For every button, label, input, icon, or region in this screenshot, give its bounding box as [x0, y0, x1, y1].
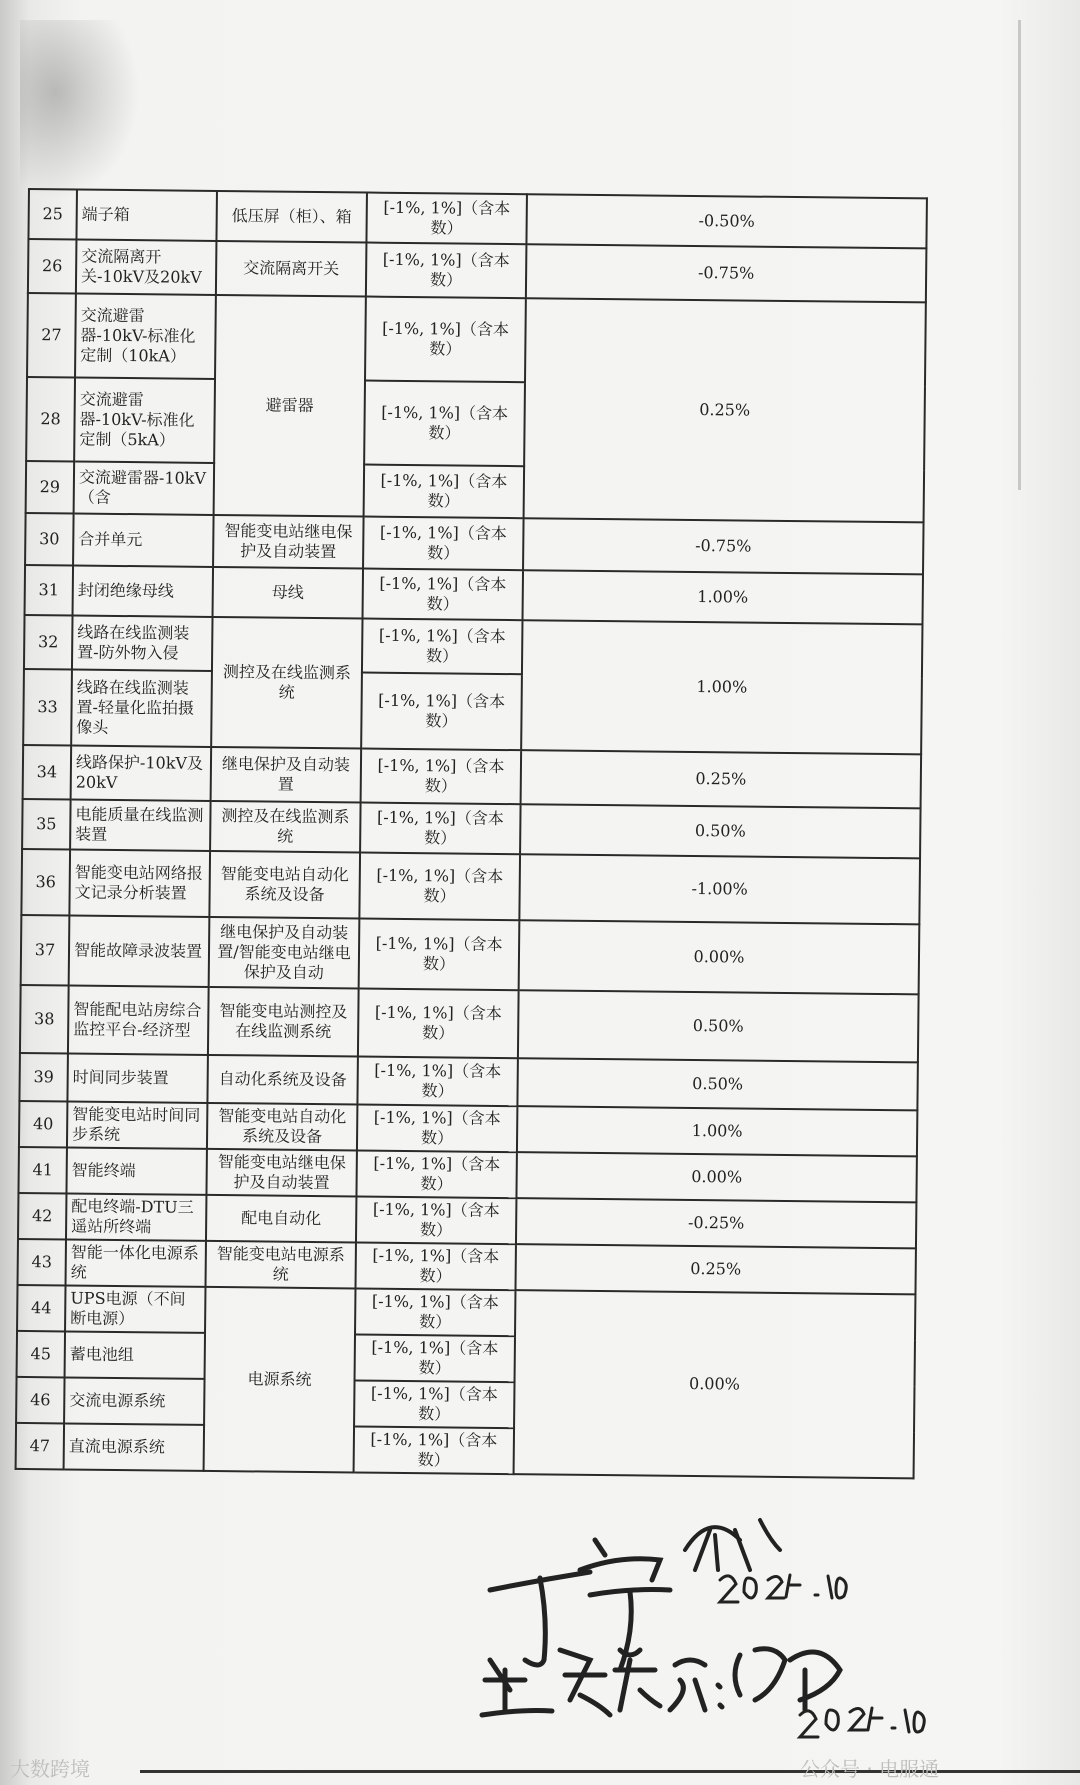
adjust-range: [-1%, 1%]（含本数）	[364, 381, 525, 467]
row-number: 47	[16, 1423, 64, 1470]
item-name: 封闭绝缘母线	[73, 565, 214, 616]
adjust-rate: 0.50%	[517, 1058, 917, 1110]
item-name: 智能终端	[66, 1147, 206, 1194]
item-name: 智能变电站时间同步系统	[67, 1101, 207, 1148]
adjust-range: [-1%, 1%]（含本数）	[361, 749, 522, 805]
item-name: 合并单元	[73, 513, 214, 566]
adjust-rate: 0.00%	[514, 1290, 916, 1478]
item-name: 时间同步装置	[67, 1053, 207, 1102]
adjust-rate: 0.25%	[524, 298, 926, 522]
item-category: 智能变电站继电保护及自动装置	[206, 1149, 356, 1197]
adjust-range: [-1%, 1%]（含本数）	[364, 465, 525, 519]
adjust-rate: 0.50%	[518, 990, 919, 1062]
adjust-range: [-1%, 1%]（含本数）	[355, 1242, 515, 1290]
item-category: 智能变电站测控及在线监测系统	[208, 987, 359, 1057]
price-adjustment-table-wrapper	[15, 188, 958, 1480]
row-number: 34	[23, 745, 72, 799]
adjust-range: [-1%, 1%]（含本数）	[365, 297, 526, 383]
item-category: 避雷器	[214, 295, 366, 517]
adjust-range: [-1%, 1%]（含本数）	[359, 853, 520, 921]
adjust-range: [-1%, 1%]（含本数）	[354, 1380, 514, 1428]
adjust-range: [-1%, 1%]（含本数）	[366, 243, 527, 299]
row-number: 35	[22, 799, 71, 849]
adjust-range: [-1%, 1%]（含本数）	[359, 919, 520, 991]
adjust-rate: -1.00%	[519, 854, 920, 924]
watermark-left: 大数跨境	[10, 1757, 90, 1781]
item-category: 低压屏（柜）、箱	[216, 191, 367, 243]
row-number: 33	[23, 669, 72, 745]
item-category: 智能变电站自动化系统及设备	[207, 1103, 357, 1151]
adjust-rate: -0.25%	[516, 1198, 916, 1248]
adjust-range: [-1%, 1%]（含本数）	[358, 989, 519, 1059]
item-name: 交流避雷器-10kV-标准化定制（10kA）	[75, 294, 216, 379]
adjust-range: [-1%, 1%]（含本数）	[355, 1334, 515, 1382]
table-row	[20, 985, 919, 1062]
adjust-rate: -0.75%	[526, 244, 927, 302]
adjust-range: [-1%, 1%]（含本数）	[360, 803, 521, 855]
item-category: 测控及在线监测系统	[210, 801, 361, 853]
row-number: 39	[19, 1053, 68, 1102]
item-name: 端子箱	[76, 190, 217, 241]
row-number: 27	[27, 293, 76, 377]
paper-edge	[1018, 20, 1021, 490]
item-category: 交流隔离开关	[216, 241, 367, 297]
row-number: 43	[18, 1239, 66, 1286]
table-row	[21, 849, 920, 924]
item-category: 自动化系统及设备	[207, 1055, 357, 1105]
row-number: 46	[16, 1377, 64, 1424]
item-name: 交流避雷器-10kV-标准化定制（5kA）	[74, 378, 215, 463]
table-row	[21, 915, 920, 994]
item-name: 智能一体化电源系统	[66, 1239, 206, 1286]
price-adjustment-table	[15, 188, 928, 1479]
adjust-range: [-1%, 1%]（含本数）	[362, 619, 523, 675]
item-category: 智能变电站自动化系统及设备	[209, 851, 360, 919]
item-name: 线路在线监测装置-轻量化监拍摄像头	[71, 669, 212, 746]
adjust-rate: 1.00%	[523, 570, 924, 624]
adjust-range: [-1%, 1%]（含本数）	[357, 1104, 517, 1152]
table-row	[23, 745, 922, 808]
adjust-range: [-1%, 1%]（含本数）	[361, 673, 522, 751]
adjust-rate: 0.50%	[520, 804, 921, 858]
row-number: 42	[18, 1193, 66, 1240]
item-name: 电能质量在线监测装置	[70, 799, 211, 850]
item-name: 智能变电站网络报文记录分析装置	[69, 849, 210, 916]
adjust-rate: -0.50%	[526, 194, 927, 248]
table-row	[28, 239, 927, 302]
row-number: 45	[17, 1331, 65, 1378]
row-number: 37	[21, 915, 70, 985]
item-name: UPS电源（不间断电源）	[65, 1285, 205, 1332]
adjust-range: [-1%, 1%]（含本数）	[357, 1057, 517, 1107]
item-name: 蓄电池组	[65, 1331, 205, 1378]
adjust-rate: -0.75%	[523, 518, 924, 574]
item-name: 配电终端-DTU三遥站所终端	[66, 1193, 206, 1240]
handwritten-signatures	[470, 1500, 990, 1750]
item-name: 交流隔离开关-10kV及20kV	[76, 240, 217, 295]
row-number: 44	[17, 1285, 65, 1332]
adjust-rate: 0.25%	[515, 1244, 915, 1294]
page-fold-shadow	[20, 20, 140, 200]
row-number: 29	[26, 461, 75, 513]
row-number: 32	[24, 615, 73, 669]
adjust-range: [-1%, 1%]（含本数）	[355, 1288, 515, 1336]
item-category: 智能变电站电源系统	[206, 1241, 356, 1289]
item-name: 智能故障录波装置	[69, 915, 210, 986]
adjust-rate: 1.00%	[517, 1106, 917, 1156]
adjust-rate: 0.00%	[519, 920, 920, 994]
item-name: 直流电源系统	[64, 1423, 204, 1470]
adjust-rate: 1.00%	[521, 620, 922, 754]
adjust-range: [-1%, 1%]（含本数）	[366, 193, 527, 245]
watermark-bar	[0, 1745, 1080, 1785]
adjust-range: [-1%, 1%]（含本数）	[356, 1196, 516, 1244]
item-name: 智能配电站房综合监控平台-经济型	[68, 985, 209, 1054]
item-name: 交流避雷器-10kV（含	[74, 461, 215, 514]
row-number: 41	[18, 1147, 66, 1194]
item-category: 智能变电站继电保护及自动装置	[213, 515, 364, 569]
adjust-range: [-1%, 1%]（含本数）	[356, 1150, 516, 1198]
table-row	[24, 615, 923, 678]
watermark-right: 公众号 · 电服通	[800, 1757, 940, 1781]
item-category: 电源系统	[204, 1287, 356, 1473]
row-number: 26	[28, 239, 77, 293]
item-category: 母线	[213, 567, 364, 619]
row-number: 40	[19, 1101, 67, 1148]
adjust-range: [-1%, 1%]（含本数）	[354, 1426, 514, 1474]
adjust-range: [-1%, 1%]（含本数）	[363, 569, 524, 621]
table-row	[27, 293, 926, 386]
item-category: 继电保护及自动装置	[211, 747, 362, 803]
row-number: 38	[20, 985, 69, 1053]
signature-area	[470, 1500, 990, 1750]
row-number: 31	[25, 565, 74, 615]
adjust-rate: 0.00%	[516, 1152, 916, 1202]
adjust-range: [-1%, 1%]（含本数）	[363, 517, 524, 571]
row-number: 28	[26, 377, 75, 461]
item-name: 交流电源系统	[64, 1377, 204, 1424]
item-name: 线路保护-10kV及20kV	[71, 745, 212, 800]
table-row	[25, 513, 923, 574]
item-name: 线路在线监测装置-防外物入侵	[72, 615, 213, 670]
row-number: 30	[25, 513, 74, 565]
row-number: 25	[28, 189, 77, 239]
item-category: 继电保护及自动装置/智能变电站继电保护及自动	[209, 917, 360, 989]
item-category: 配电自动化	[206, 1195, 356, 1243]
row-number: 36	[21, 849, 70, 915]
item-category: 测控及在线监测系统	[211, 617, 362, 749]
adjust-rate: 0.25%	[521, 750, 922, 808]
